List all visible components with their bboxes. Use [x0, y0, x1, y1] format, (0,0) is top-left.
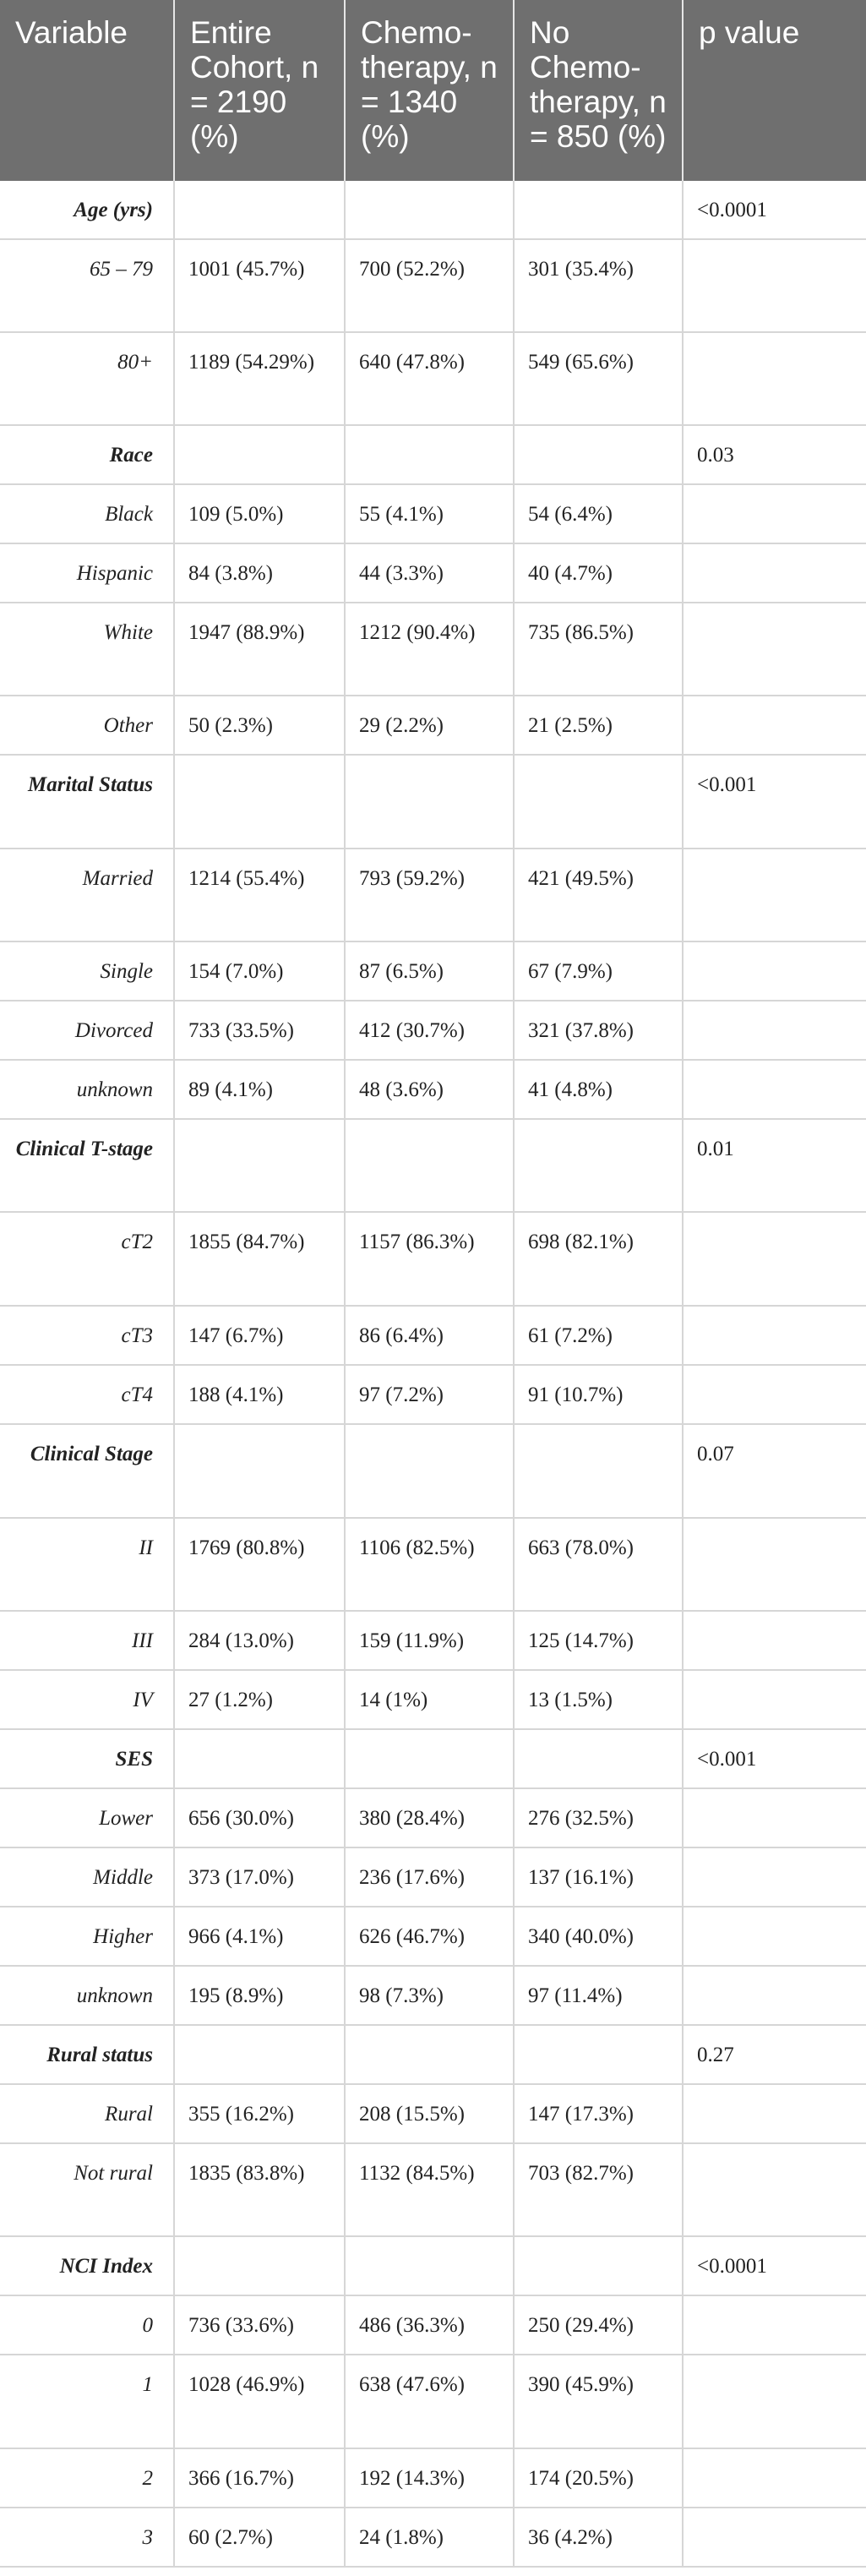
table-row	[0, 2508, 866, 2567]
variable-cell: Black	[0, 484, 174, 543]
p-value-cell	[683, 1966, 866, 2025]
variable-cell: unknown	[0, 1966, 174, 2025]
p-value-cell: <0.001	[683, 1729, 866, 1788]
no-chemotherapy-cell	[514, 1424, 683, 1518]
entire-cohort-cell: 154 (7.0%)	[174, 941, 345, 1001]
table-row	[0, 1670, 866, 1729]
chemotherapy-cell: 29 (2.2%)	[345, 696, 514, 755]
no-chemotherapy-cell: 421 (49.5%)	[514, 849, 683, 941]
table-row	[0, 1611, 866, 1670]
p-value-cell	[683, 1365, 866, 1424]
no-chemotherapy-cell	[514, 1119, 683, 1212]
entire-cohort-cell: 1189 (54.29%)	[174, 332, 345, 425]
variable-cell: Clinical Stage	[0, 1424, 174, 1518]
chemotherapy-cell: 98 (7.3%)	[345, 1966, 514, 2025]
no-chemotherapy-cell: 13 (1.5%)	[514, 1670, 683, 1729]
p-value-cell	[683, 1670, 866, 1729]
header-no-chemotherapy: No Chemo-therapy, n = 850 (%)	[514, 0, 683, 181]
p-value-cell	[683, 1788, 866, 1847]
table-row	[0, 696, 866, 755]
entire-cohort-cell: 736 (33.6%)	[174, 2295, 345, 2355]
table-row	[0, 2084, 866, 2143]
variable-cell: Middle	[0, 1847, 174, 1907]
variable-cell: Race	[0, 425, 174, 484]
p-value-cell	[683, 2355, 866, 2448]
variable-cell: Single	[0, 941, 174, 1001]
section-row	[0, 2236, 866, 2295]
variable-cell: Marital Status	[0, 755, 174, 849]
variable-cell: Divorced	[0, 1001, 174, 1060]
p-value-cell: 0.27	[683, 2025, 866, 2084]
variable-cell: SES	[0, 1729, 174, 1788]
chemotherapy-cell: 192 (14.3%)	[345, 2448, 514, 2508]
no-chemotherapy-cell	[514, 755, 683, 849]
chemotherapy-cell: 626 (46.7%)	[345, 1907, 514, 1966]
variable-cell: III	[0, 1611, 174, 1670]
chemotherapy-cell: 700 (52.2%)	[345, 239, 514, 332]
chemotherapy-cell: 24 (1.8%)	[345, 2508, 514, 2567]
no-chemotherapy-cell	[514, 2236, 683, 2295]
entire-cohort-cell: 1001 (45.7%)	[174, 239, 345, 332]
p-value-cell	[683, 603, 866, 696]
entire-cohort-cell	[174, 1119, 345, 1212]
variable-cell: Other	[0, 696, 174, 755]
p-value-cell	[683, 1611, 866, 1670]
no-chemotherapy-cell: 54 (6.4%)	[514, 484, 683, 543]
header-chemotherapy: Chemo-therapy, n = 1340 (%)	[345, 0, 514, 181]
table-row	[0, 603, 866, 696]
table-row	[0, 1788, 866, 1847]
entire-cohort-cell: 188 (4.1%)	[174, 1365, 345, 1424]
variable-cell: 0	[0, 2295, 174, 2355]
section-row	[0, 181, 866, 239]
p-value-cell	[683, 1060, 866, 1119]
table-row	[0, 941, 866, 1001]
no-chemotherapy-cell: 21 (2.5%)	[514, 696, 683, 755]
table-body	[0, 181, 866, 2567]
p-value-cell	[683, 1001, 866, 1060]
header-p-value: p value	[683, 0, 866, 181]
chemotherapy-cell	[345, 755, 514, 849]
variable-cell: cT3	[0, 1306, 174, 1365]
entire-cohort-cell: 195 (8.9%)	[174, 1966, 345, 2025]
table-row	[0, 239, 866, 332]
chemotherapy-cell	[345, 2025, 514, 2084]
entire-cohort-cell	[174, 755, 345, 849]
p-value-cell	[683, 2448, 866, 2508]
entire-cohort-cell	[174, 1729, 345, 1788]
p-value-cell	[683, 239, 866, 332]
chemotherapy-cell: 48 (3.6%)	[345, 1060, 514, 1119]
entire-cohort-cell: 89 (4.1%)	[174, 1060, 345, 1119]
chemotherapy-cell	[345, 425, 514, 484]
table-row	[0, 2448, 866, 2508]
chemotherapy-cell: 1157 (86.3%)	[345, 1212, 514, 1306]
chemotherapy-cell: 1132 (84.5%)	[345, 2143, 514, 2236]
table-row	[0, 1847, 866, 1907]
table-row	[0, 332, 866, 425]
chemotherapy-cell: 236 (17.6%)	[345, 1847, 514, 1907]
table-row	[0, 1212, 866, 1306]
p-value-cell	[683, 941, 866, 1001]
p-value-cell	[683, 2508, 866, 2567]
p-value-cell	[683, 2084, 866, 2143]
variable-cell: Age (yrs)	[0, 181, 174, 239]
variable-cell: 80+	[0, 332, 174, 425]
no-chemotherapy-cell: 321 (37.8%)	[514, 1001, 683, 1060]
variable-cell: 65 – 79	[0, 239, 174, 332]
variable-cell: Higher	[0, 1907, 174, 1966]
no-chemotherapy-cell: 61 (7.2%)	[514, 1306, 683, 1365]
chemotherapy-cell: 14 (1%)	[345, 1670, 514, 1729]
no-chemotherapy-cell: 125 (14.7%)	[514, 1611, 683, 1670]
chemotherapy-cell	[345, 1729, 514, 1788]
no-chemotherapy-cell: 663 (78.0%)	[514, 1518, 683, 1611]
variable-cell: unknown	[0, 1060, 174, 1119]
p-value-cell	[683, 543, 866, 603]
p-value-cell	[683, 1847, 866, 1907]
entire-cohort-cell	[174, 181, 345, 239]
chemotherapy-cell: 44 (3.3%)	[345, 543, 514, 603]
no-chemotherapy-cell: 174 (20.5%)	[514, 2448, 683, 2508]
no-chemotherapy-cell: 97 (11.4%)	[514, 1966, 683, 2025]
no-chemotherapy-cell: 340 (40.0%)	[514, 1907, 683, 1966]
table-row	[0, 2143, 866, 2236]
no-chemotherapy-cell	[514, 181, 683, 239]
chemotherapy-cell: 638 (47.6%)	[345, 2355, 514, 2448]
variable-cell: 1	[0, 2355, 174, 2448]
p-value-cell: <0.001	[683, 755, 866, 849]
chemotherapy-cell: 793 (59.2%)	[345, 849, 514, 941]
variable-cell: Lower	[0, 1788, 174, 1847]
p-value-cell	[683, 1518, 866, 1611]
chemotherapy-cell: 55 (4.1%)	[345, 484, 514, 543]
p-value-cell	[683, 1212, 866, 1306]
entire-cohort-cell	[174, 2025, 345, 2084]
header-row	[0, 0, 866, 181]
chemotherapy-cell: 1106 (82.5%)	[345, 1518, 514, 1611]
table-row	[0, 2355, 866, 2448]
variable-cell: Clinical T-stage	[0, 1119, 174, 1212]
p-value-cell	[683, 484, 866, 543]
chemotherapy-cell: 86 (6.4%)	[345, 1306, 514, 1365]
no-chemotherapy-cell: 549 (65.6%)	[514, 332, 683, 425]
variable-cell: Rural status	[0, 2025, 174, 2084]
section-row	[0, 755, 866, 849]
table-row	[0, 543, 866, 603]
variable-cell: II	[0, 1518, 174, 1611]
table-row	[0, 1306, 866, 1365]
variable-cell: cT4	[0, 1365, 174, 1424]
section-row	[0, 2025, 866, 2084]
entire-cohort-cell: 50 (2.3%)	[174, 696, 345, 755]
chemotherapy-cell: 208 (15.5%)	[345, 2084, 514, 2143]
p-value-cell	[683, 332, 866, 425]
no-chemotherapy-cell: 390 (45.9%)	[514, 2355, 683, 2448]
no-chemotherapy-cell: 91 (10.7%)	[514, 1365, 683, 1424]
section-row	[0, 1424, 866, 1518]
variable-cell: 3	[0, 2508, 174, 2567]
variable-cell: Not rural	[0, 2143, 174, 2236]
chemotherapy-cell	[345, 1424, 514, 1518]
p-value-cell: 0.01	[683, 1119, 866, 1212]
p-value-cell	[683, 849, 866, 941]
chemotherapy-cell: 412 (30.7%)	[345, 1001, 514, 1060]
chemotherapy-cell: 380 (28.4%)	[345, 1788, 514, 1847]
entire-cohort-cell: 733 (33.5%)	[174, 1001, 345, 1060]
p-value-cell	[683, 1306, 866, 1365]
entire-cohort-cell	[174, 1424, 345, 1518]
p-value-cell	[683, 2295, 866, 2355]
chemotherapy-cell	[345, 1119, 514, 1212]
entire-cohort-cell: 284 (13.0%)	[174, 1611, 345, 1670]
table-row	[0, 484, 866, 543]
entire-cohort-cell: 966 (4.1%)	[174, 1907, 345, 1966]
p-value-cell: <0.0001	[683, 2236, 866, 2295]
entire-cohort-cell: 147 (6.7%)	[174, 1306, 345, 1365]
table-row	[0, 1365, 866, 1424]
section-row	[0, 425, 866, 484]
table-row	[0, 849, 866, 941]
no-chemotherapy-cell: 703 (82.7%)	[514, 2143, 683, 2236]
entire-cohort-cell: 60 (2.7%)	[174, 2508, 345, 2567]
variable-cell: NCI Index	[0, 2236, 174, 2295]
no-chemotherapy-cell: 147 (17.3%)	[514, 2084, 683, 2143]
table-row	[0, 1907, 866, 1966]
entire-cohort-cell: 373 (17.0%)	[174, 1847, 345, 1907]
entire-cohort-cell: 355 (16.2%)	[174, 2084, 345, 2143]
variable-cell: Hispanic	[0, 543, 174, 603]
p-value-cell	[683, 1907, 866, 1966]
section-row	[0, 1119, 866, 1212]
variable-cell: 2	[0, 2448, 174, 2508]
chemotherapy-cell: 159 (11.9%)	[345, 1611, 514, 1670]
variable-cell: Rural	[0, 2084, 174, 2143]
header-variable: Variable	[0, 0, 174, 181]
no-chemotherapy-cell	[514, 2025, 683, 2084]
entire-cohort-cell: 1028 (46.9%)	[174, 2355, 345, 2448]
chemotherapy-cell: 486 (36.3%)	[345, 2295, 514, 2355]
entire-cohort-cell: 656 (30.0%)	[174, 1788, 345, 1847]
entire-cohort-cell: 1947 (88.9%)	[174, 603, 345, 696]
no-chemotherapy-cell: 301 (35.4%)	[514, 239, 683, 332]
entire-cohort-cell: 1855 (84.7%)	[174, 1212, 345, 1306]
no-chemotherapy-cell: 276 (32.5%)	[514, 1788, 683, 1847]
entire-cohort-cell	[174, 425, 345, 484]
variable-cell: Married	[0, 849, 174, 941]
no-chemotherapy-cell: 137 (16.1%)	[514, 1847, 683, 1907]
no-chemotherapy-cell	[514, 1729, 683, 1788]
table-row	[0, 1001, 866, 1060]
no-chemotherapy-cell: 67 (7.9%)	[514, 941, 683, 1001]
chemotherapy-cell: 1212 (90.4%)	[345, 603, 514, 696]
chemotherapy-cell: 97 (7.2%)	[345, 1365, 514, 1424]
chemotherapy-cell: 87 (6.5%)	[345, 941, 514, 1001]
chemotherapy-cell: 640 (47.8%)	[345, 332, 514, 425]
p-value-cell: <0.0001	[683, 181, 866, 239]
p-value-cell: 0.03	[683, 425, 866, 484]
table-row	[0, 1060, 866, 1119]
variable-cell: cT2	[0, 1212, 174, 1306]
entire-cohort-cell: 1214 (55.4%)	[174, 849, 345, 941]
p-value-cell: 0.07	[683, 1424, 866, 1518]
no-chemotherapy-cell	[514, 425, 683, 484]
p-value-cell	[683, 2143, 866, 2236]
chemotherapy-cell	[345, 2236, 514, 2295]
entire-cohort-cell: 84 (3.8%)	[174, 543, 345, 603]
header-entire-cohort: Entire Cohort, n = 2190 (%)	[174, 0, 345, 181]
table-header	[0, 0, 866, 181]
no-chemotherapy-cell: 41 (4.8%)	[514, 1060, 683, 1119]
chemotherapy-cell	[345, 181, 514, 239]
no-chemotherapy-cell: 40 (4.7%)	[514, 543, 683, 603]
no-chemotherapy-cell: 698 (82.1%)	[514, 1212, 683, 1306]
variable-cell: IV	[0, 1670, 174, 1729]
entire-cohort-cell: 27 (1.2%)	[174, 1670, 345, 1729]
no-chemotherapy-cell: 36 (4.2%)	[514, 2508, 683, 2567]
entire-cohort-cell: 366 (16.7%)	[174, 2448, 345, 2508]
no-chemotherapy-cell: 735 (86.5%)	[514, 603, 683, 696]
p-value-cell	[683, 696, 866, 755]
variable-cell: White	[0, 603, 174, 696]
table-row	[0, 1966, 866, 2025]
table-row	[0, 1518, 866, 1611]
entire-cohort-cell: 109 (5.0%)	[174, 484, 345, 543]
entire-cohort-cell	[174, 2236, 345, 2295]
section-row	[0, 1729, 866, 1788]
entire-cohort-cell: 1835 (83.8%)	[174, 2143, 345, 2236]
no-chemotherapy-cell: 250 (29.4%)	[514, 2295, 683, 2355]
table-row	[0, 2295, 866, 2355]
entire-cohort-cell: 1769 (80.8%)	[174, 1518, 345, 1611]
